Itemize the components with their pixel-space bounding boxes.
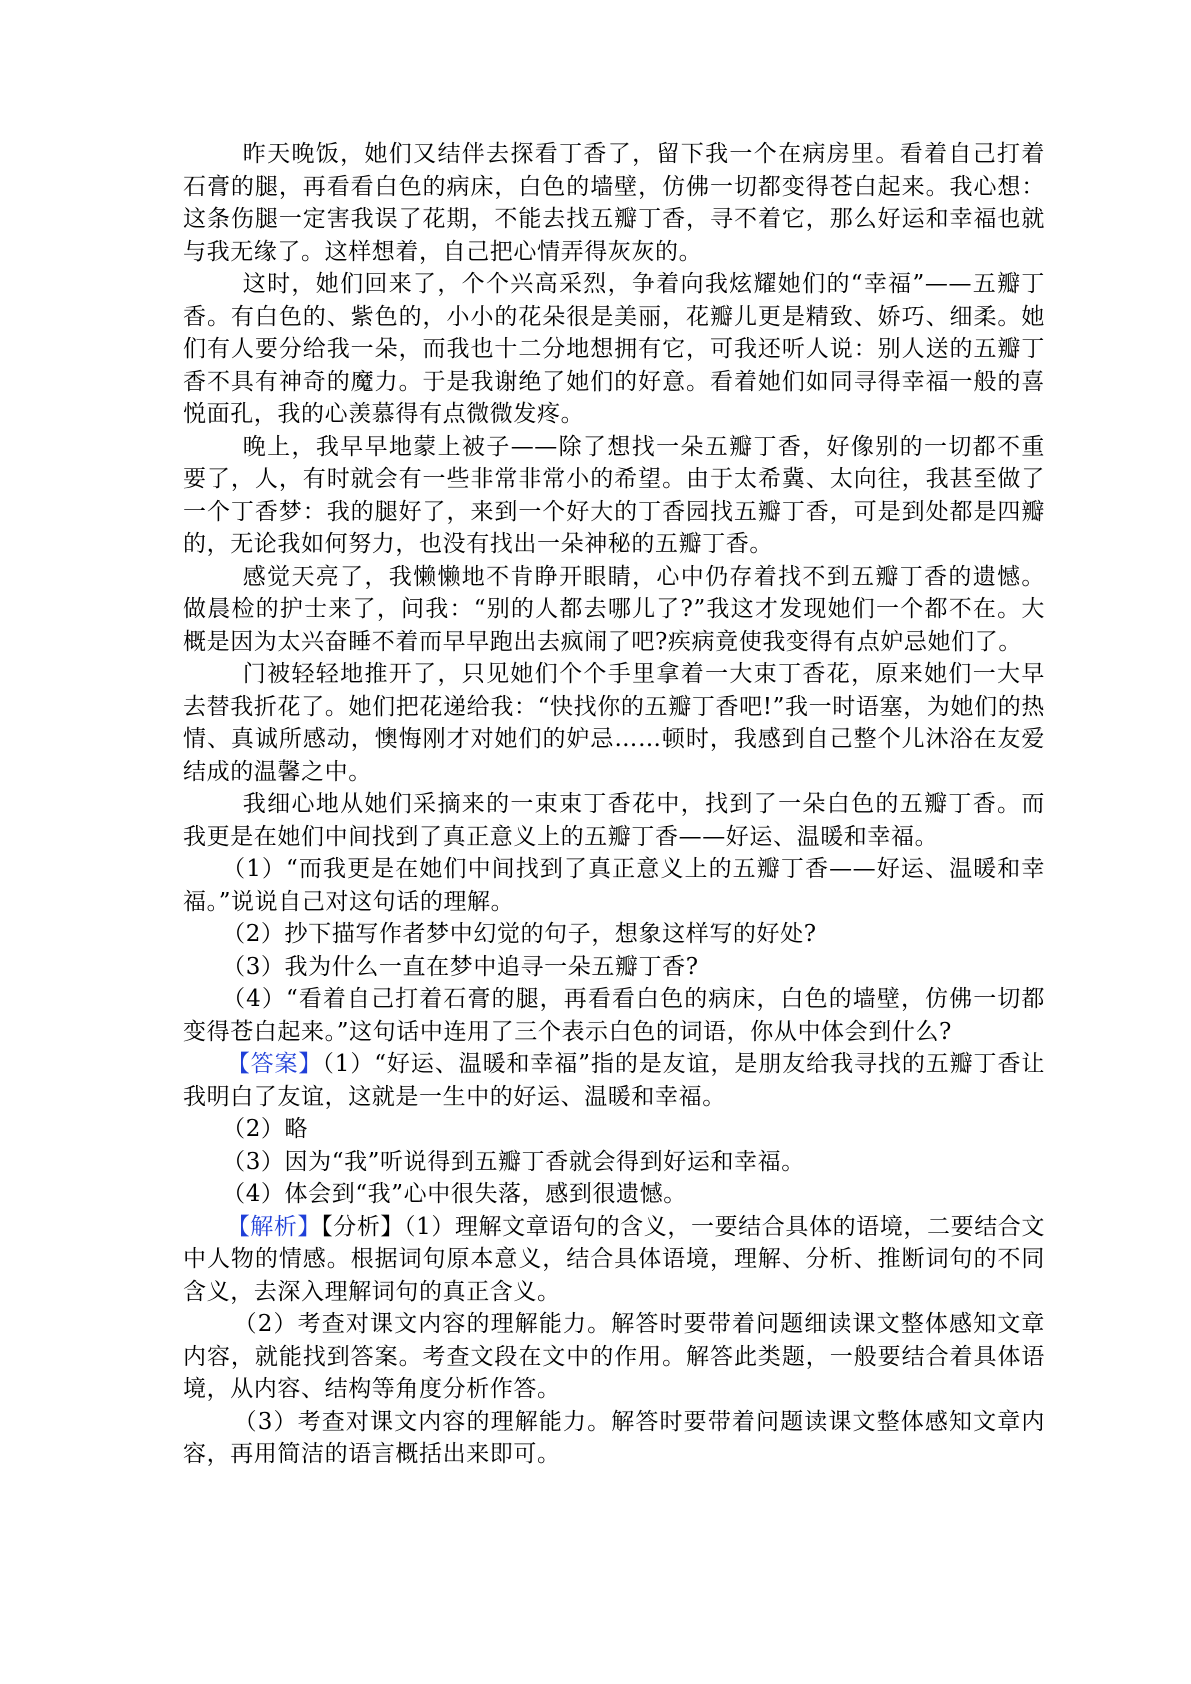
question-3: （3）我为什么一直在梦中追寻一朵五瓣丁香? [222,953,699,980]
passage-paragraph-6: 我细心地从她们采摘来的一束束丁香花中，找到了一朵白色的五瓣丁香。而我更是在她们中间找到了真正意义上的五瓣丁香——好运、温暖和幸福。 [183,791,1045,850]
analysis-tag: 【解析】 [226,1213,322,1240]
answer-item-4: （4）体会到“我”心中很失落，感到很遗憾。 [222,1181,687,1207]
analysis-item-2: （2）考查对课文内容的理解能力。解答时要带着问题细读课文整体感知文章内容，就能找到答案。考查文段在文中的作用。解答此类题，一般要结合着具体语境，从内容、结构等角度分析作答。 [183,1311,1045,1402]
analysis-item-3: （3）考查对课文内容的理解能力。解答时要带着问题读课文整体感知文章内容，再用简洁的语言概括出来即可。 [183,1408,1045,1467]
analysis-item-1 [183,1211,1045,1309]
answer-item-3: （3）因为“我”听说得到五瓣丁香就会得到好运和幸福。 [222,1148,805,1175]
document-page [183,138,1045,1471]
question-1: （1）“而我更是在她们中间找到了真正意义上的五瓣丁香——好运、温暖和幸福。”说说自己对这句话的理解。 [183,856,1045,915]
answer-item-2: （2）略 [222,1116,309,1142]
answer-tag: 【答案】 [226,1051,323,1077]
answer-item-1 [183,1048,1045,1113]
analysis-text-1: 【分析】（1）理解文章语句的含义，一要结合具体的语境，二要结合文中人物的情感。根据词句原本意义，结合具体语境，理解、分析、推断词句的不同含义，去深入理解词句的真正含义。 [183,1213,1045,1305]
passage-paragraph-3: 晚上，我早早地蒙上被子——除了想找一朵五瓣丁香，好像别的一切都不重要了，人，有时就会有一些非常非常小的希望。由于太希冀、太向往，我甚至做了一个丁香梦：我的腿好了，来到一个好大的丁香园找五瓣丁香，可是到处都是四瓣的，无论我如何努力，也没有找出一朵神秘的五瓣丁香。 [183,433,1045,557]
question-2: （2）抄下描写作者梦中幻觉的句子，想象这样写的好处? [222,921,817,947]
passage-paragraph-5: 门被轻轻地推开了，只见她们个个手里拿着一大束丁香花，原来她们一大早去替我折花了。她们把花递给我：“快找你的五瓣丁香吧!”我一时语塞，为她们的热情、真诚所感动，懊悔刚才对她们的妒忌……顿时，我感到自己整个儿沐浴在友爱结成的温馨之中。 [183,661,1045,785]
passage-paragraph-1: 昨天晚饭，她们又结伴去探看丁香了，留下我一个在病房里。看着自己打着石膏的腿，再看看白色的病床，白色的墙壁，仿佛一切都变得苍白起来。我心想：这条伤腿一定害我误了花期，不能去找五瓣丁香，寻不着它，那么好运和幸福也就与我无缘了。这样想着，自己把心情弄得灰灰的。 [183,141,1045,265]
passage-paragraph-2: 这时，她们回来了，个个兴高采烈，争着向我炫耀她们的“幸福”——五瓣丁香。有白色的、紫色的，小小的花朵很是美丽，花瓣儿更是精致、娇巧、细柔。她们有人要分给我一朵，而我也十二分地想拥有它，可我还听人说：别人送的五瓣丁香不具有神奇的魔力。于是我谢绝了她们的好意。看着她们如同寻得幸福一般的喜悦面孔，我的心羡慕得有点微微发疼。 [183,271,1045,427]
passage-paragraph-4: 感觉天亮了，我懒懒地不肯睁开眼睛，心中仍存着找不到五瓣丁香的遗憾。做晨检的护士来了，问我：“别的人都去哪儿了?”我这才发现她们一个都不在。大概是因为太兴奋睡不着而早早跑出去疯闹了吧?疾病竟使我变得有点妒忌她们了。 [183,563,1045,655]
answer-text-1: （1）“好运、温暖和幸福”指的是友谊，是朋友给我寻找的五瓣丁香让我明白了友谊，这就是一生中的好运、温暖和幸福。 [183,1051,1045,1110]
question-4: （4）“看着自己打着石膏的腿，再看看白色的病床，白色的墙壁，仿佛一切都变得苍白起来。”这句话中连用了三个表示白色的词语，你从中体会到什么? [183,986,1045,1045]
